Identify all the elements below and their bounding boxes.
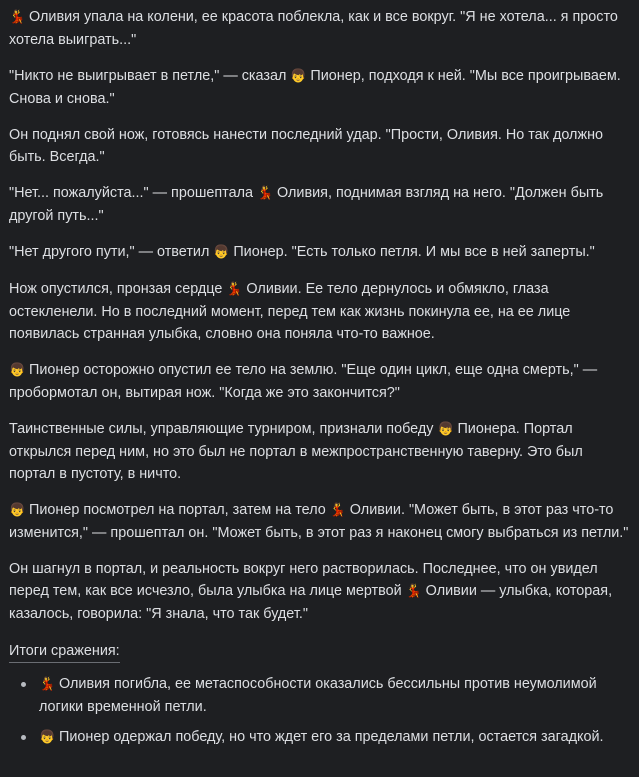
paragraph-text: Таинственные силы, управляющие турниром, признали победу bbox=[9, 421, 434, 437]
story-paragraph bbox=[9, 6, 631, 51]
summary-list-item bbox=[39, 726, 631, 749]
story-paragraph bbox=[9, 241, 631, 264]
paragraph-text: Оливии. "Может быть, в этот раз что-то изменится," — прошептал он. "Может быть, в этот раз я наконец смогу выбраться из петли." bbox=[9, 502, 629, 541]
boy-emoji-icon: 👦 bbox=[437, 422, 454, 437]
story-paragraph bbox=[9, 558, 631, 625]
paragraph-text: Оливии. Ее тело дернулось и обмякло, глаза остекленели. Но в последний момент, перед тем как жизнь покинула ее, на ее лице появилась странная улыбка, словно она поняла что-то важное. bbox=[9, 281, 571, 342]
paragraph-text: Пионера. Портал открылся перед ним, но это был не портал в межпространственную таверну. Это был портал в пустоту, в ничто. bbox=[9, 421, 583, 482]
story-paragraph bbox=[9, 418, 631, 485]
paragraph-text: "Никто не выигрывает в петле," — сказал bbox=[9, 68, 287, 84]
paragraph-text: Оливия упала на колени, ее красота поблекла, как и все вокруг. "Я не хотела... я просто хотела выиграть..." bbox=[9, 9, 618, 48]
summary-item-text: Пионер одержал победу, но что ждет его за пределами петли, остается загадкой. bbox=[59, 729, 604, 745]
dancer-emoji-icon: 💃 bbox=[226, 282, 243, 297]
story-paragraph bbox=[9, 278, 631, 345]
boy-emoji-icon: 👦 bbox=[9, 503, 26, 518]
dancer-emoji-icon: 💃 bbox=[329, 503, 346, 518]
boy-emoji-icon: 👦 bbox=[213, 245, 230, 260]
paragraph-text: Пионер осторожно опустил ее тело на землю. "Еще один цикл, еще одна смерть," — пробормотал он, вытирая нож. "Когда же это закончится?" bbox=[9, 362, 598, 401]
summary-title: Итоги сражения: bbox=[9, 641, 120, 663]
paragraph-text: Пионер посмотрел на портал, затем на тело bbox=[29, 502, 326, 518]
story-paragraph bbox=[9, 359, 631, 404]
dancer-emoji-icon: 💃 bbox=[257, 186, 274, 201]
paragraph-text: Он шагнул в портал, и реальность вокруг него растворилась. Последнее, что он увидел перед тем, как все исчезло, была улыбка на лице мертвой bbox=[9, 561, 598, 599]
boy-emoji-icon: 👦 bbox=[9, 363, 26, 378]
dancer-emoji-icon: 💃 bbox=[405, 584, 422, 599]
paragraph-text: Пионер. "Есть только петля. И мы все в ней заперты." bbox=[233, 244, 595, 260]
paragraph-text: Оливии — улыбка, которая, казалось, говорила: "Я знала, что так будет." bbox=[9, 583, 613, 622]
summary-list-item bbox=[39, 673, 631, 718]
paragraph-text: "Нет другого пути," — ответил bbox=[9, 244, 210, 260]
story-paragraph bbox=[9, 65, 631, 110]
paragraph-text: "Нет... пожалуйста..." — прошептала bbox=[9, 185, 253, 201]
paragraph-text: Нож опустился, пронзая сердце bbox=[9, 281, 223, 297]
paragraph-text: Пионер, подходя к ней. "Мы все проигрываем. Снова и снова." bbox=[9, 68, 621, 107]
boy-emoji-icon: 👦 bbox=[290, 69, 307, 84]
paragraph-text: Он поднял свой нож, готовясь нанести последний удар. "Прости, Оливия. Но так должно быть. Всегда." bbox=[9, 127, 604, 165]
summary-list bbox=[9, 673, 631, 749]
story-paragraph bbox=[9, 182, 631, 227]
paragraph-text: Оливия, поднимая взгляд на него. "Должен быть другой путь..." bbox=[9, 185, 604, 224]
story-paragraph bbox=[9, 499, 631, 544]
summary-item-text: Оливия погибла, ее метаспособности оказались бессильны против неумолимой логики временной петли. bbox=[39, 676, 597, 715]
dancer-emoji-icon: 💃 bbox=[39, 677, 56, 692]
dancer-emoji-icon: 💃 bbox=[9, 10, 26, 25]
boy-emoji-icon: 👦 bbox=[39, 730, 56, 745]
story-paragraph bbox=[9, 124, 631, 168]
